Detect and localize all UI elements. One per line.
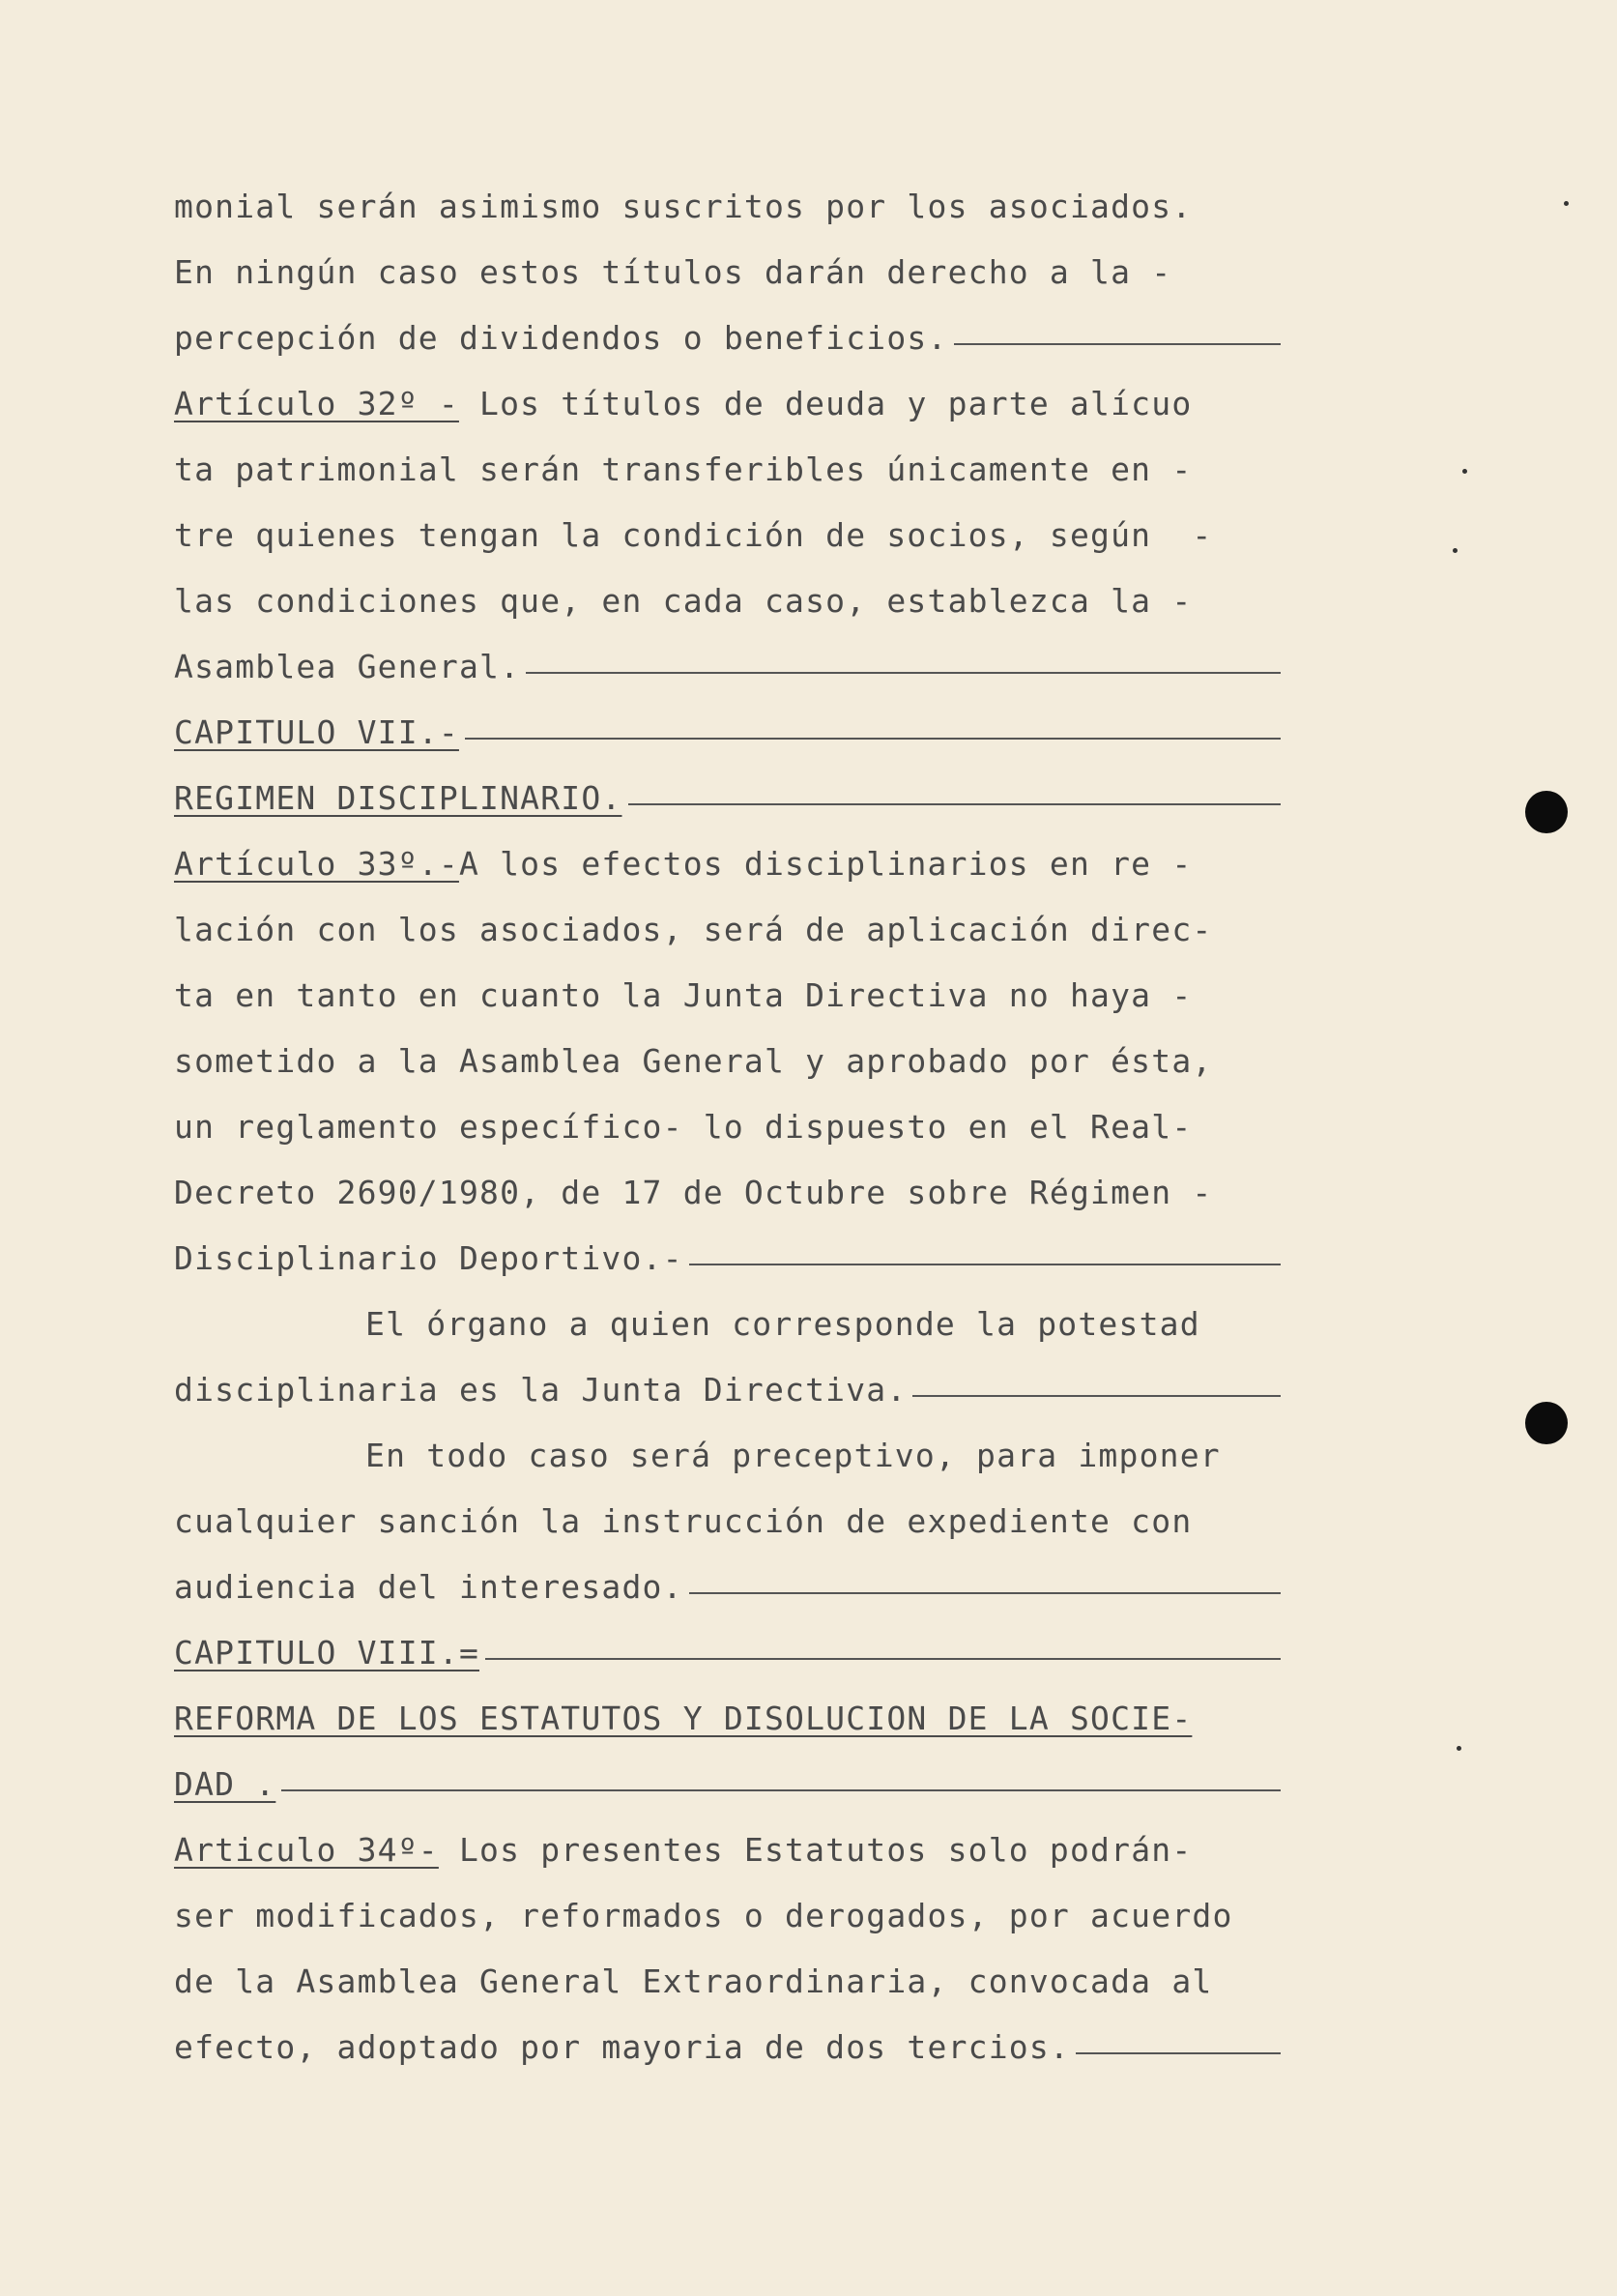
line-text: ta patrimonial serán transferibles únicamente en - <box>174 450 1193 488</box>
fill-dash-rule <box>912 1395 1281 1397</box>
paper-speck <box>1453 548 1458 553</box>
text-line <box>174 514 1281 557</box>
line-text: Decreto 2690/1980, de 17 de Octubre sobre Régimen - <box>174 1174 1213 1211</box>
text-line <box>174 1106 1281 1148</box>
line-text: disciplinaria es la Junta Directiva. <box>174 1371 908 1409</box>
heading-text: CAPITULO VII.- <box>174 713 459 751</box>
heading-text: CAPITULO VIII.= <box>174 1634 480 1671</box>
text-line <box>174 646 1281 688</box>
text-line <box>174 974 1281 1017</box>
text-line <box>174 383 1281 425</box>
text-line <box>174 317 1281 360</box>
heading-text: REFORMA DE LOS ESTATUTOS Y DISOLUCION DE LA SOCIE- <box>174 1700 1193 1737</box>
line-text: las condiciones que, en cada caso, establezca la - <box>174 582 1193 620</box>
line-text: efecto, adoptado por mayoria de dos tercios. <box>174 2028 1070 2066</box>
fill-dash-rule <box>628 803 1282 805</box>
line-text: lación con los asociados, será de aplicación direc- <box>174 911 1213 948</box>
punch-hole-bottom <box>1525 1402 1568 1444</box>
line-text: ser modificados, reformados o derogados, por acuerdo <box>174 1897 1233 1934</box>
heading-text: REGIMEN DISCIPLINARIO. <box>174 779 622 817</box>
line-text: tre quienes tengan la condición de socios, según - <box>174 516 1213 554</box>
text-line <box>174 777 1281 820</box>
text-line <box>174 1632 1281 1674</box>
text-line <box>365 1303 1281 1346</box>
line-text: un reglamento específico- lo dispuesto en el Real- <box>174 1108 1193 1146</box>
punch-hole-top <box>1525 791 1568 833</box>
line-text: sometido a la Asamblea General y aprobado por ésta, <box>174 1042 1213 1080</box>
text-line <box>174 1698 1281 1740</box>
text-line <box>174 1566 1281 1609</box>
text-line <box>174 580 1281 623</box>
fill-dash-rule <box>954 343 1281 345</box>
paper-speck <box>1457 1746 1461 1751</box>
text-line <box>174 1763 1281 1806</box>
text-line <box>174 1829 1281 1872</box>
text-line <box>174 843 1281 886</box>
text-line <box>174 1895 1281 1937</box>
text-line <box>174 1237 1281 1280</box>
line-text: Los títulos de deuda y parte alícuo <box>458 385 1193 422</box>
text-line <box>174 712 1281 754</box>
line-text: audiencia del interesado. <box>174 1568 683 1606</box>
fill-dash-rule <box>689 1592 1281 1594</box>
text-line <box>174 1500 1281 1543</box>
text-line <box>174 449 1281 491</box>
text-line <box>174 1369 1281 1411</box>
line-text: monial serán asimismo suscritos por los asociados. <box>174 188 1193 225</box>
line-text: El órgano a quien corresponde la potestad <box>365 1305 1200 1343</box>
line-text: Los presentes Estatutos solo podrán- <box>438 1831 1193 1869</box>
line-text: percepción de dividendos o beneficios. <box>174 319 948 357</box>
fill-dash-rule <box>465 738 1281 740</box>
line-text: Disciplinario Deportivo.- <box>174 1239 683 1277</box>
text-line <box>174 1172 1281 1214</box>
text-line <box>174 909 1281 951</box>
text-line <box>174 1961 1281 2003</box>
text-line <box>174 1040 1281 1083</box>
fill-dash-rule <box>1076 2052 1281 2054</box>
heading-text: DAD . <box>174 1765 276 1803</box>
line-text: En todo caso será preceptivo, para imponer <box>365 1437 1221 1474</box>
heading-text: Artículo 33º.- <box>174 845 459 883</box>
line-text: A los efectos disciplinarios en re - <box>458 845 1193 883</box>
fill-dash-rule <box>526 672 1281 674</box>
fill-dash-rule <box>485 1658 1281 1660</box>
heading-text: Articulo 34º- <box>174 1831 439 1869</box>
line-text: ta en tanto en cuanto la Junta Directiva no haya - <box>174 976 1193 1014</box>
line-text: En ningún caso estos títulos darán derecho a la - <box>174 253 1172 291</box>
text-line <box>174 186 1281 228</box>
line-text: Asamblea General. <box>174 648 521 685</box>
line-text: cualquier sanción la instrucción de expediente con <box>174 1502 1193 1540</box>
text-line <box>365 1435 1281 1477</box>
fill-dash-rule <box>281 1789 1281 1791</box>
line-text: de la Asamblea General Extraordinaria, convocada al <box>174 1962 1213 2000</box>
heading-text: Artículo 32º - <box>174 385 459 422</box>
text-line <box>174 251 1281 294</box>
paper-speck <box>1462 469 1467 474</box>
fill-dash-rule <box>689 1264 1281 1265</box>
text-line <box>174 2026 1281 2069</box>
paper-speck <box>1564 201 1569 206</box>
